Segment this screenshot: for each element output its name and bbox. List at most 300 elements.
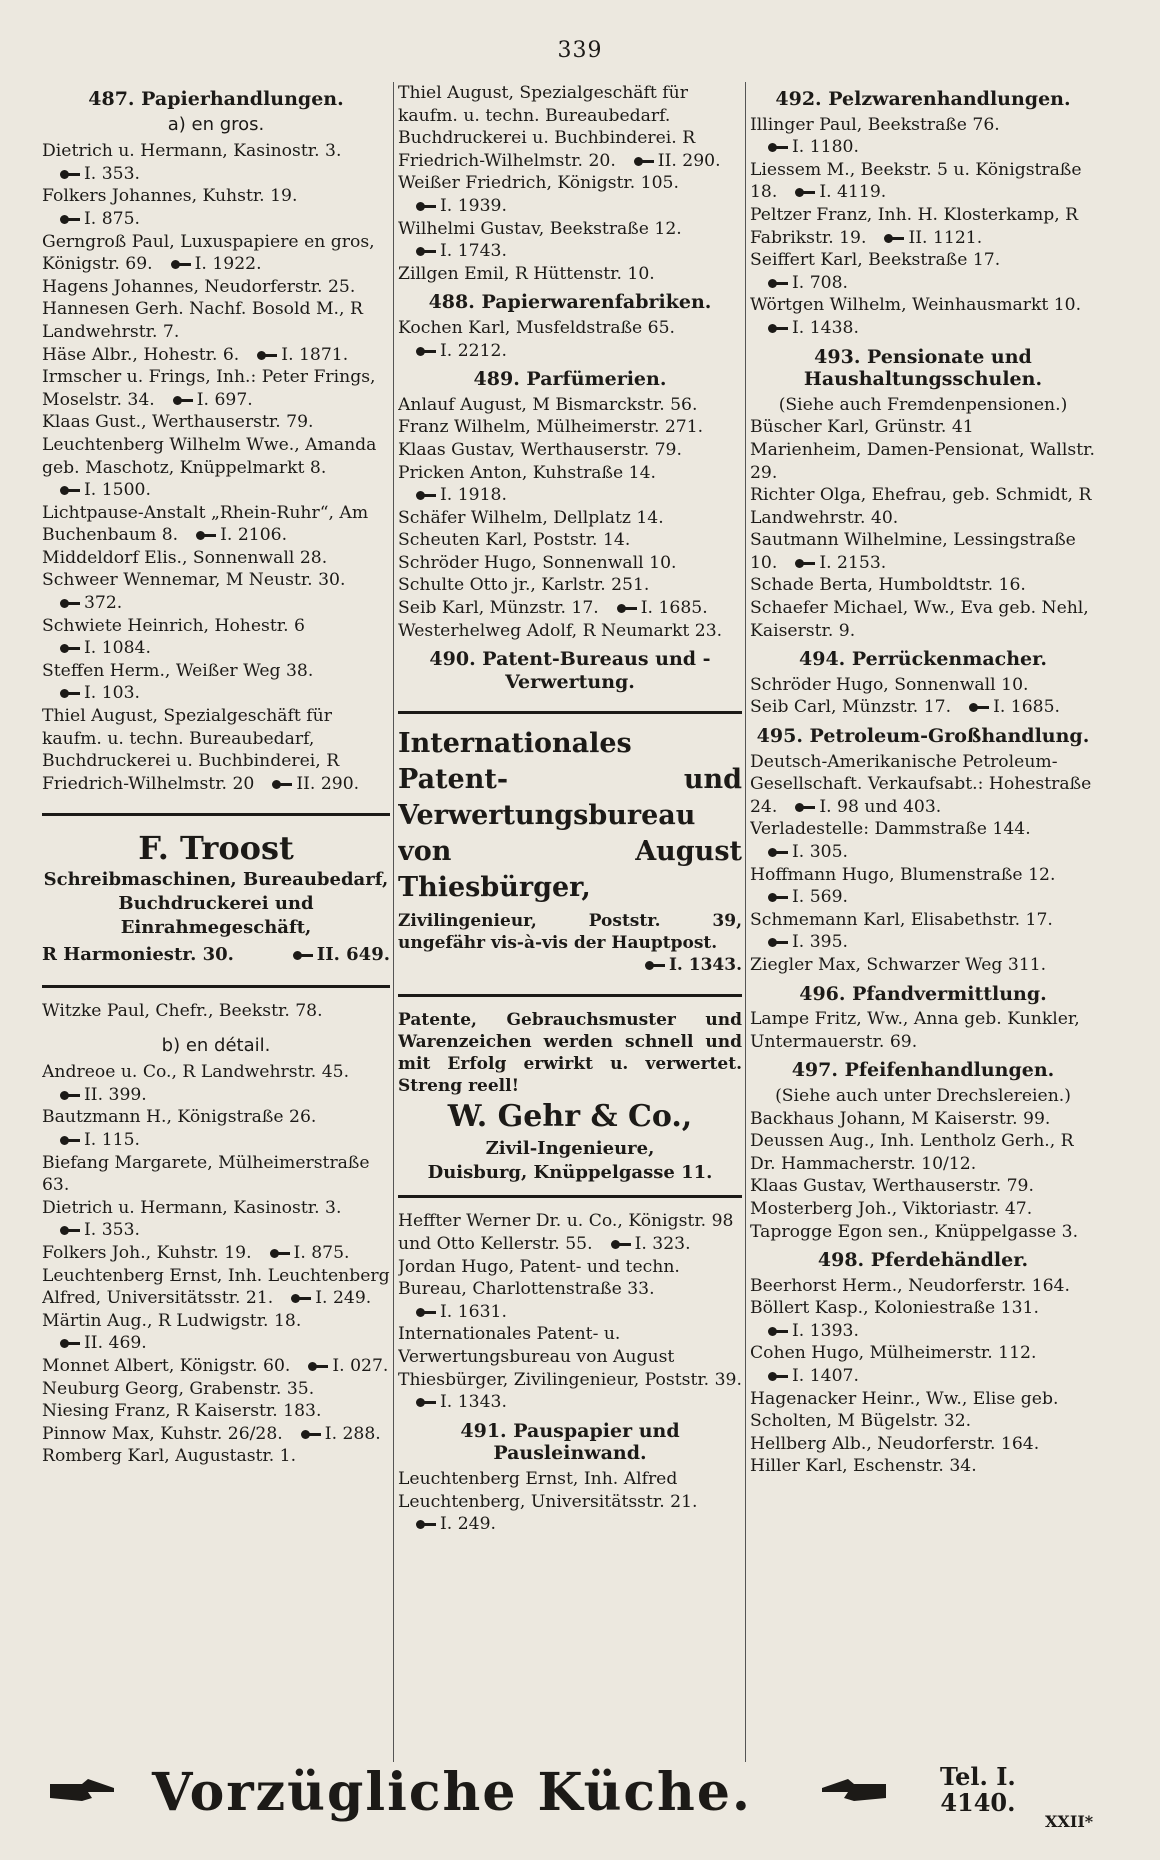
directory-entry xyxy=(42,185,390,230)
directory-entry xyxy=(398,529,742,552)
directory-entry xyxy=(398,620,742,643)
entry-text: Gerngroß Paul, Luxuspapiere en gros, Königstr. 69. xyxy=(42,231,375,275)
entry-text: Leuchtenberg Ernst, Inh. Leuchtenberg Alfred, Universitätsstr. 21. xyxy=(42,1265,390,1309)
patent-advert-tel: I. 1343. xyxy=(668,955,742,976)
directory-entry xyxy=(398,172,742,217)
directory-entry xyxy=(750,751,1096,819)
entry-text: Romberg Karl, Augustastr. 1. xyxy=(42,1446,297,1467)
directory-entry xyxy=(750,1388,1096,1433)
ad-rule xyxy=(42,985,390,988)
entry-telephone: I. 1084. xyxy=(84,638,151,659)
entry-text: Scheuten Karl, Poststr. 14. xyxy=(398,530,631,551)
directory-entry xyxy=(750,1275,1096,1298)
telephone-icon xyxy=(768,892,788,903)
entry-text: Schmemann Karl, Elisabethstr. 17. xyxy=(750,909,1053,930)
directory-entry xyxy=(42,547,390,570)
telephone-icon xyxy=(768,1371,788,1382)
directory-entry xyxy=(750,1108,1096,1131)
entry-telephone: I. 2106. xyxy=(220,525,288,546)
entry-telephone: II. 469. xyxy=(84,1333,147,1354)
entry-text: Deutsch-Amerikanische Petroleum-Gesellschaft. Verkaufsabt.: Hohestraße 24. xyxy=(750,751,1092,817)
telephone-icon xyxy=(645,960,665,971)
entry-text: Thiel August, Spezialgeschäft für kaufm. u. techn. Bureaubedarf. Buchdruckerei u. Buchbinderei. R Friedrich-Wilhelmstr. 20. xyxy=(398,83,696,171)
entry-list xyxy=(398,1468,742,1536)
entry-text: Klaas Gustav, Werthauserstr. 79. xyxy=(750,1176,1034,1197)
telephone-icon xyxy=(270,1248,290,1259)
section-heading-497: 497. Pfeifenhandlungen. xyxy=(791,1059,1055,1082)
entry-list xyxy=(750,1275,1096,1478)
section-heading-496: 496. Pfandvermittlung. xyxy=(799,982,1047,1005)
entry-telephone: I. 1343. xyxy=(440,1392,507,1413)
entry-list xyxy=(750,674,1096,719)
entry-text: Ziegler Max, Schwarzer Weg 311. xyxy=(750,954,1047,975)
entry-text: Klaas Gust., Werthauserstr. 79. xyxy=(42,412,314,433)
directory-entry xyxy=(42,344,390,367)
entry-telephone: I. 1500. xyxy=(84,480,151,501)
entry-text: Monnet Albert, Königstr. 60. xyxy=(42,1355,291,1376)
telephone-icon xyxy=(795,558,815,569)
subheading-en-gros: a) en gros. xyxy=(167,113,265,135)
entry-text: Hannesen Gerh. Nachf. Bosold M., R Landwehrstr. 7. xyxy=(42,299,363,342)
pointing-hand-icon xyxy=(818,1776,888,1804)
section-heading-490: 490. Patent-Bureaus und -Verwertung. xyxy=(429,648,711,693)
footer-slogan: Vorzügliche Küche. xyxy=(152,1762,753,1823)
directory-entry xyxy=(398,317,742,362)
section-heading-498: 498. Pferdehändler. xyxy=(817,1249,1029,1272)
directory-entry xyxy=(398,574,742,597)
entry-text: Richter Olga, Ehefrau, geb. Schmidt, R Landwehrstr. 40. xyxy=(750,485,1092,528)
entry-telephone: I. 2153. xyxy=(819,552,887,573)
entry-text: Schwiete Heinrich, Hohestr. 6 xyxy=(42,615,305,636)
directory-entry xyxy=(750,1455,1096,1478)
directory-entry xyxy=(750,696,1096,719)
entry-text: Böllert Kasp., Koloniestraße 131. xyxy=(750,1298,1039,1319)
footer-tel-label: Tel. I. xyxy=(940,1762,1016,1791)
directory-entry xyxy=(750,1433,1096,1456)
telephone-icon xyxy=(60,1225,80,1236)
telephone-icon xyxy=(416,1307,436,1318)
entry-text: Schweer Wennemar, M Neustr. 30. xyxy=(42,570,346,591)
directory-entry xyxy=(398,218,742,263)
page-signature: XXII* xyxy=(1045,1812,1094,1831)
directory-entry xyxy=(750,439,1096,484)
page-number: 339 xyxy=(557,38,603,63)
entry-text: Schröder Hugo, Sonnenwall 10. xyxy=(750,674,1029,695)
directory-entry xyxy=(750,864,1096,909)
directory-entry xyxy=(42,1423,390,1446)
subheading-en-detail: b) en détail. xyxy=(161,1034,271,1056)
entry-list xyxy=(398,394,742,643)
directory-entry xyxy=(398,263,742,286)
patent-advert-title: Internationales Patent- und Verwertungsbureau von August Thiesbürger, xyxy=(398,728,742,904)
directory-entry xyxy=(42,1378,390,1401)
entry-text: Pricken Anton, Kuhstraße 14. xyxy=(398,462,656,483)
entry-telephone: I. 875. xyxy=(84,208,140,229)
entry-text: Andreoe u. Co., R Landwehrstr. 45. xyxy=(42,1062,350,1083)
section-heading-488: 488. Papierwarenfabriken. xyxy=(428,291,712,314)
directory-entry xyxy=(750,818,1096,863)
section-heading-494: 494. Perrückenmacher. xyxy=(799,648,1047,671)
entry-list xyxy=(750,751,1096,977)
directory-entry xyxy=(42,1400,390,1423)
ad-rule xyxy=(398,711,742,714)
entry-telephone: I. 1631. xyxy=(440,1301,507,1322)
gehr-advert xyxy=(398,1009,742,1185)
entry-list xyxy=(750,1008,1096,1053)
directory-entry xyxy=(750,529,1096,574)
directory-entry xyxy=(750,416,1096,439)
directory-entry xyxy=(398,394,742,417)
telephone-icon xyxy=(60,688,80,699)
entry-telephone: II. 290. xyxy=(657,150,721,171)
directory-entry xyxy=(398,1256,742,1324)
entry-telephone: I. 4119. xyxy=(819,182,887,203)
entry-list xyxy=(398,317,742,362)
patent-bureau-advert xyxy=(398,726,742,976)
entry-text: Taprogge Egon sen., Knüppelgasse 3. xyxy=(750,1221,1079,1242)
entry-text: Pinnow Max, Kuhstr. 26/28. xyxy=(42,1423,283,1444)
entry-text: Westerhelweg Adolf, R Neumarkt 23. xyxy=(398,620,723,641)
entry-text: Deussen Aug., Inh. Lentholz Gerh., R Dr. Hammacherstr. 10/12. xyxy=(750,1131,1074,1174)
telephone-icon xyxy=(257,350,277,361)
entry-list xyxy=(750,416,1096,642)
entry-text: Schäfer Wilhelm, Dellplatz 14. xyxy=(398,507,664,528)
entry-text: Jordan Hugo, Patent- und techn. Bureau, Charlottenstraße 33. xyxy=(398,1256,680,1300)
entry-telephone: I. 1743. xyxy=(440,241,507,262)
directory-entry xyxy=(750,249,1096,294)
entry-text: Häse Albr., Hohestr. 6. xyxy=(42,344,240,365)
entry-telephone: I. 708. xyxy=(792,272,848,293)
directory-entry xyxy=(42,502,390,547)
directory-entry xyxy=(750,1342,1096,1387)
entry-witzke: Witzke Paul, Chefr., Beekstr. 78. xyxy=(42,1001,323,1021)
entry-telephone: I. 875. xyxy=(293,1242,350,1263)
entry-text: Dietrich u. Hermann, Kasinostr. 3. xyxy=(42,141,342,162)
entry-text: Biefang Margarete, Mülheimerstraße 63. xyxy=(42,1152,370,1196)
entry-telephone: I. 98 und 403. xyxy=(819,796,942,817)
directory-entry xyxy=(42,660,390,705)
entry-text: Seib Karl, Münzstr. 17. xyxy=(398,598,599,619)
telephone-icon xyxy=(308,1361,328,1372)
entry-telephone: I. 1918. xyxy=(440,485,507,506)
entry-telephone: I. 1180. xyxy=(792,137,859,158)
entry-text: Mosterberg Joh., Viktoriastr. 47. xyxy=(750,1198,1033,1219)
entry-text: Wörtgen Wilhelm, Weinhausmarkt 10. xyxy=(750,295,1082,316)
directory-entry xyxy=(42,1265,390,1310)
gehr-line2: Duisburg, Knüppelgasse 11. xyxy=(427,1162,713,1184)
entry-text: Bautzmann H., Königstraße 26. xyxy=(42,1107,317,1128)
entry-text: Wilhelmi Gustav, Beekstraße 12. xyxy=(398,218,682,239)
entry-text: Hiller Karl, Eschenstr. 34. xyxy=(750,1456,977,1477)
entry-telephone: I. 569. xyxy=(792,887,848,908)
section-note-493: (Siehe auch Fremdenpensionen.) xyxy=(778,394,1068,415)
directory-entry xyxy=(398,1210,742,1255)
entry-text: Thiel August, Spezialgeschäft für kaufm. u. techn. Bureaubedarf, Buchdruckerei u. Buchbinderei, R Friedrich-Wilhelmstr. 20 xyxy=(42,706,340,794)
entry-text: Büscher Karl, Grünstr. 41 xyxy=(750,417,974,438)
directory-entry xyxy=(398,1323,742,1413)
entry-text: Zillgen Emil, R Hüttenstr. 10. xyxy=(398,263,655,284)
directory-entry xyxy=(398,82,742,172)
gehr-name: W. Gehr & Co., xyxy=(447,1099,693,1135)
entry-text: Anlauf August, M Bismarckstr. 56. xyxy=(398,394,698,415)
ad-rule xyxy=(398,1195,742,1198)
telephone-icon xyxy=(416,1519,436,1530)
telephone-icon xyxy=(416,346,436,357)
directory-entry xyxy=(750,204,1096,249)
directory-entry xyxy=(42,1445,390,1468)
directory-entry xyxy=(398,416,742,439)
entry-telephone: I. 1685. xyxy=(640,598,708,619)
entry-text: Neuburg Georg, Grabenstr. 35. xyxy=(42,1378,315,1399)
telephone-icon xyxy=(795,802,815,813)
entry-telephone: I. 288. xyxy=(324,1423,381,1444)
telephone-icon xyxy=(768,937,788,948)
directory-entry xyxy=(398,1468,742,1536)
entry-text: Schulte Otto jr., Karlstr. 251. xyxy=(398,575,650,596)
entry-telephone: I. 1939. xyxy=(440,195,507,216)
entry-list xyxy=(750,1108,1096,1244)
telephone-icon xyxy=(795,187,815,198)
telephone-icon xyxy=(196,530,216,541)
telephone-icon xyxy=(301,1429,321,1440)
entry-list xyxy=(750,114,1096,340)
entry-text: Hagenacker Heinr., Ww., Elise geb. Scholten, M Bügelstr. 32. xyxy=(750,1388,1059,1432)
entry-telephone: I. 249. xyxy=(315,1288,372,1309)
telephone-icon xyxy=(617,603,637,614)
entry-telephone: I. 249. xyxy=(440,1514,496,1535)
directory-entry xyxy=(42,569,390,614)
telephone-icon xyxy=(60,169,80,180)
entry-text: Marienheim, Damen-Pensionat, Wallstr. 29. xyxy=(750,439,1095,483)
entry-text: Kochen Karl, Musfeldstraße 65. xyxy=(398,317,676,338)
telephone-icon xyxy=(634,156,654,167)
troost-advert xyxy=(42,828,390,967)
directory-entry xyxy=(42,1152,390,1197)
column-1 xyxy=(42,82,390,1468)
entry-text: Lichtpause-Anstalt „Rhein-Ruhr“, Am Buchenbaum 8. xyxy=(42,502,369,546)
entry-telephone: II. 290. xyxy=(296,773,360,794)
telephone-icon xyxy=(768,142,788,153)
entry-text: Peltzer Franz, Inh. H. Klosterkamp, R Fabrikstr. 19. xyxy=(750,204,1079,248)
entry-text: Folkers Joh., Kuhstr. 19. xyxy=(42,1242,252,1263)
entry-telephone: I. 027. xyxy=(332,1355,389,1376)
gehr-advert-text: Patente, Gebrauchsmuster und Warenzeichen werden schnell und mit Erfolg erwirkt u. verwertet. Streng reell! xyxy=(398,1010,742,1097)
entry-text: Verladestelle: Dammstraße 144. xyxy=(750,819,1031,840)
column-divider xyxy=(393,82,394,1762)
entry-text: Liessem M., Beekstr. 5 u. Königstraße 18. xyxy=(750,159,1082,203)
telephone-icon xyxy=(416,201,436,212)
entry-telephone: I. 395. xyxy=(792,932,848,953)
entry-telephone: I. 353. xyxy=(84,1220,140,1241)
telephone-icon xyxy=(293,950,313,961)
directory-entry xyxy=(750,114,1096,159)
ad-rule xyxy=(42,813,390,816)
entry-telephone: I. 305. xyxy=(792,842,848,862)
gehr-line1: Zivil-Ingenieure, xyxy=(485,1138,655,1160)
section-heading-491: 491. Pauspapier und Pausleinwand. xyxy=(460,1419,680,1465)
entry-text: Lampe Fritz, Ww., Anna geb. Kunkler, Untermauerstr. 69. xyxy=(750,1009,1080,1052)
telephone-icon xyxy=(272,779,292,790)
section-heading-489: 489. Parfümerien. xyxy=(473,368,667,391)
telephone-icon xyxy=(60,485,80,496)
entry-telephone: I. 323. xyxy=(634,1234,691,1255)
entry-text: Schaefer Michael, Ww., Eva geb. Nehl, Kaiserstr. 9. xyxy=(750,598,1089,641)
entry-text: Steffen Herm., Weißer Weg 38. xyxy=(42,660,314,681)
directory-entry xyxy=(42,434,390,502)
telephone-icon xyxy=(768,1326,788,1337)
entry-text: Hellberg Alb., Neudorferstr. 164. xyxy=(750,1433,1040,1454)
directory-entry xyxy=(42,298,390,343)
telephone-icon xyxy=(416,246,436,257)
directory-entry xyxy=(750,909,1096,954)
entry-text: Märtin Aug., R Ludwigstr. 18. xyxy=(42,1310,302,1331)
section-heading-492: 492. Pelzwarenhandlungen. xyxy=(775,88,1071,110)
entry-text: Folkers Johannes, Kuhstr. 19. xyxy=(42,186,298,207)
directory-entry xyxy=(398,507,742,530)
directory-entry xyxy=(42,1355,390,1378)
telephone-icon xyxy=(60,598,80,609)
entry-text: Backhaus Johann, M Kaiserstr. 99. xyxy=(750,1108,1051,1129)
entry-text: Klaas Gustav, Werthauserstr. 79. xyxy=(398,439,682,460)
section-heading-487: 487. Papierhandlungen. xyxy=(88,88,344,110)
directory-entry xyxy=(42,366,390,411)
directory-entry xyxy=(750,484,1096,529)
entry-telephone: I. 1871. xyxy=(281,344,349,365)
entry-text: Niesing Franz, R Kaiserstr. 183. xyxy=(42,1401,322,1422)
entry-text: Beerhorst Herm., Neudorferstr. 164. xyxy=(750,1275,1070,1296)
directory-entry xyxy=(42,1197,390,1242)
telephone-icon xyxy=(291,1293,311,1304)
directory-entry xyxy=(42,1106,390,1151)
directory-entry xyxy=(750,159,1096,204)
entry-text: Hagens Johannes, Neudorferstr. 25. xyxy=(42,276,356,297)
entry-telephone: I. 353. xyxy=(84,163,140,184)
entry-telephone: I. 1407. xyxy=(792,1366,859,1387)
entry-telephone: I. 1393. xyxy=(792,1320,859,1341)
entry-text: Cohen Hugo, Mülheimerstr. 112. xyxy=(750,1343,1037,1364)
entry-list xyxy=(398,1210,742,1413)
telephone-icon xyxy=(171,259,191,270)
directory-entry xyxy=(42,140,390,185)
entry-list xyxy=(42,140,390,795)
column-divider xyxy=(745,82,746,1762)
telephone-icon xyxy=(768,847,788,858)
entry-telephone: I. 115. xyxy=(84,1129,140,1150)
telephone-icon xyxy=(60,1135,80,1146)
directory-entry xyxy=(750,597,1096,642)
entry-text: Dietrich u. Hermann, Kasinostr. 3. xyxy=(42,1197,342,1218)
telephone-icon xyxy=(611,1239,631,1250)
telephone-icon xyxy=(173,395,193,406)
entry-telephone: 372. xyxy=(84,593,123,614)
entry-text: Weißer Friedrich, Königstr. 105. xyxy=(398,173,679,194)
entry-list xyxy=(398,82,742,285)
entry-text: Irmscher u. Frings, Inh.: Peter Frings, Moselstr. 34. xyxy=(42,367,376,410)
directory-entry xyxy=(750,1297,1096,1342)
entry-telephone: I. 2212. xyxy=(440,340,507,361)
directory-entry xyxy=(42,411,390,434)
entry-text: Internationales Patent- u. Verwertungsbureau von August Thiesbürger, Zivilingenieur, Poststr. 39. xyxy=(398,1324,742,1390)
directory-entry xyxy=(398,552,742,575)
telephone-icon xyxy=(768,323,788,334)
directory-entry xyxy=(42,1242,390,1265)
troost-services: Schreibmaschinen, Bureaubedarf, Buchdruckerei und Einrahmegeschäft, xyxy=(43,869,389,939)
directory-entry xyxy=(42,276,390,299)
directory-entry xyxy=(42,231,390,276)
directory-entry xyxy=(750,674,1096,697)
entry-text: Leuchtenberg Wilhelm Wwe., Amanda geb. Maschotz, Knüppelmarkt 8. xyxy=(42,434,377,478)
entry-text: Illinger Paul, Beekstraße 76. xyxy=(750,114,1000,135)
entry-text: Leuchtenberg Ernst, Inh. Alfred Leuchtenberg, Universitätsstr. 21. xyxy=(398,1468,698,1512)
directory-entry xyxy=(398,597,742,620)
entry-text: Hoffmann Hugo, Blumenstraße 12. xyxy=(750,864,1056,885)
directory-entry xyxy=(42,1061,390,1106)
footer-tel-number: 4140. xyxy=(940,1788,1016,1817)
ad-rule xyxy=(398,994,742,997)
telephone-icon xyxy=(969,702,989,713)
directory-entry xyxy=(398,439,742,462)
directory-entry xyxy=(398,462,742,507)
telephone-icon xyxy=(60,643,80,654)
entry-text: Franz Wilhelm, Mülheimerstr. 271. xyxy=(398,417,704,438)
troost-name: F. Troost xyxy=(138,829,294,868)
directory-entry xyxy=(750,1130,1096,1175)
entry-text: Seiffert Karl, Beekstraße 17. xyxy=(750,250,1001,271)
directory-entry xyxy=(750,1221,1096,1244)
directory-entry xyxy=(42,705,390,795)
telephone-icon xyxy=(416,490,436,501)
entry-telephone: II. 399. xyxy=(84,1084,147,1105)
entry-text: Sautmann Wilhelmine, Lessingstraße 10. xyxy=(750,530,1076,573)
directory-entry xyxy=(750,1175,1096,1198)
entry-list xyxy=(42,1061,390,1468)
telephone-icon xyxy=(768,278,788,289)
telephone-icon xyxy=(60,214,80,225)
entry-text: Schröder Hugo, Sonnenwall 10. xyxy=(398,552,677,573)
directory-entry xyxy=(750,294,1096,339)
column-3 xyxy=(750,82,1096,1478)
entry-text: Seib Carl, Münzstr. 17. xyxy=(750,697,952,718)
directory-entry xyxy=(42,1310,390,1355)
footer-advert xyxy=(40,1762,1100,1832)
directory-entry xyxy=(750,1008,1096,1053)
entry-telephone: II. 1121. xyxy=(908,227,983,248)
entry-telephone: I. 103. xyxy=(84,683,140,704)
entry-text: Heffter Werner Dr. u. Co., Königstr. 98 und Otto Kellerstr. 55. xyxy=(398,1211,734,1255)
entry-telephone: I. 1438. xyxy=(792,317,859,338)
entry-text: Middeldorf Elis., Sonnenwall 28. xyxy=(42,547,328,568)
troost-address: R Harmoniestr. 30. xyxy=(42,944,234,966)
telephone-icon xyxy=(60,1090,80,1101)
section-heading-495: 495. Petroleum-Großhandlung. xyxy=(756,725,1090,748)
column-2 xyxy=(398,82,742,1536)
section-note-497: (Siehe auch unter Drechslereien.) xyxy=(775,1085,1071,1106)
directory-entry xyxy=(42,615,390,660)
directory-entry xyxy=(750,954,1096,977)
entry-telephone: I. 697. xyxy=(196,389,253,410)
telephone-icon xyxy=(884,233,904,244)
entry-telephone: I. 1685. xyxy=(993,697,1060,718)
troost-tel: II. 649. xyxy=(316,944,390,966)
entry-telephone: I. 1922. xyxy=(194,254,262,275)
telephone-icon xyxy=(416,1397,436,1408)
entry-text: Schade Berta, Humboldtstr. 16. xyxy=(750,575,1026,596)
section-heading-493: 493. Pensionate und Haushaltungsschulen. xyxy=(803,345,1043,391)
directory-entry xyxy=(750,574,1096,597)
pointing-hand-icon xyxy=(48,1776,118,1804)
telephone-icon xyxy=(60,1338,80,1349)
directory-entry xyxy=(750,1198,1096,1221)
